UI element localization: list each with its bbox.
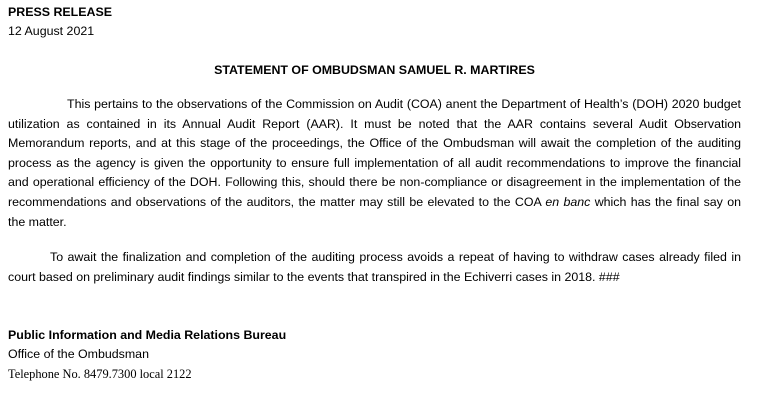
paragraph-1-text: This pertains to the observations of the Commission on Audit (COA) anent the Department of Health’s (DOH) 2020 budget utilization as contained in its Annual Audit Report (AAR). It must be noted that the AAR contains several Audit Observation Memorandum reports, and at this stage of the proceedings, the Office of the Ombudsman will await the completion of the auditing process as the agency is given the opportunity to ensure full implementation of all audit recommendations to improve the financial and operational efficiency of the DOH. Following this, should there be non-compliance or disagreement in the implementation of the recommendations and observations of the auditors, the matter may still be elevated to the COA [8, 97, 741, 209]
bureau-name: Public Information and Media Relations Bureau [8, 328, 287, 342]
office-name: Office of the Ombudsman [8, 347, 149, 361]
press-release-label: PRESS RELEASE [8, 5, 112, 19]
statement-title: STATEMENT OF OMBUDSMAN SAMUEL R. MARTIRES [214, 63, 535, 77]
paragraph-1-italic-text: en banc [545, 194, 591, 209]
release-date: 12 August 2021 [8, 24, 95, 38]
body-paragraph-2: To await the finalization and completion of the auditing process avoids a repeat of having to withdraw cases already filed in court based on preliminary audit findings similar to the events that transpired in the Echiverri cases in 2018. ### [8, 250, 741, 284]
body-paragraph-1 [8, 95, 741, 232]
telephone-number: Telephone No. 8479.7300 local 2122 [8, 367, 192, 381]
paragraph-1-ending: which has the final say on the matter. [8, 194, 741, 229]
